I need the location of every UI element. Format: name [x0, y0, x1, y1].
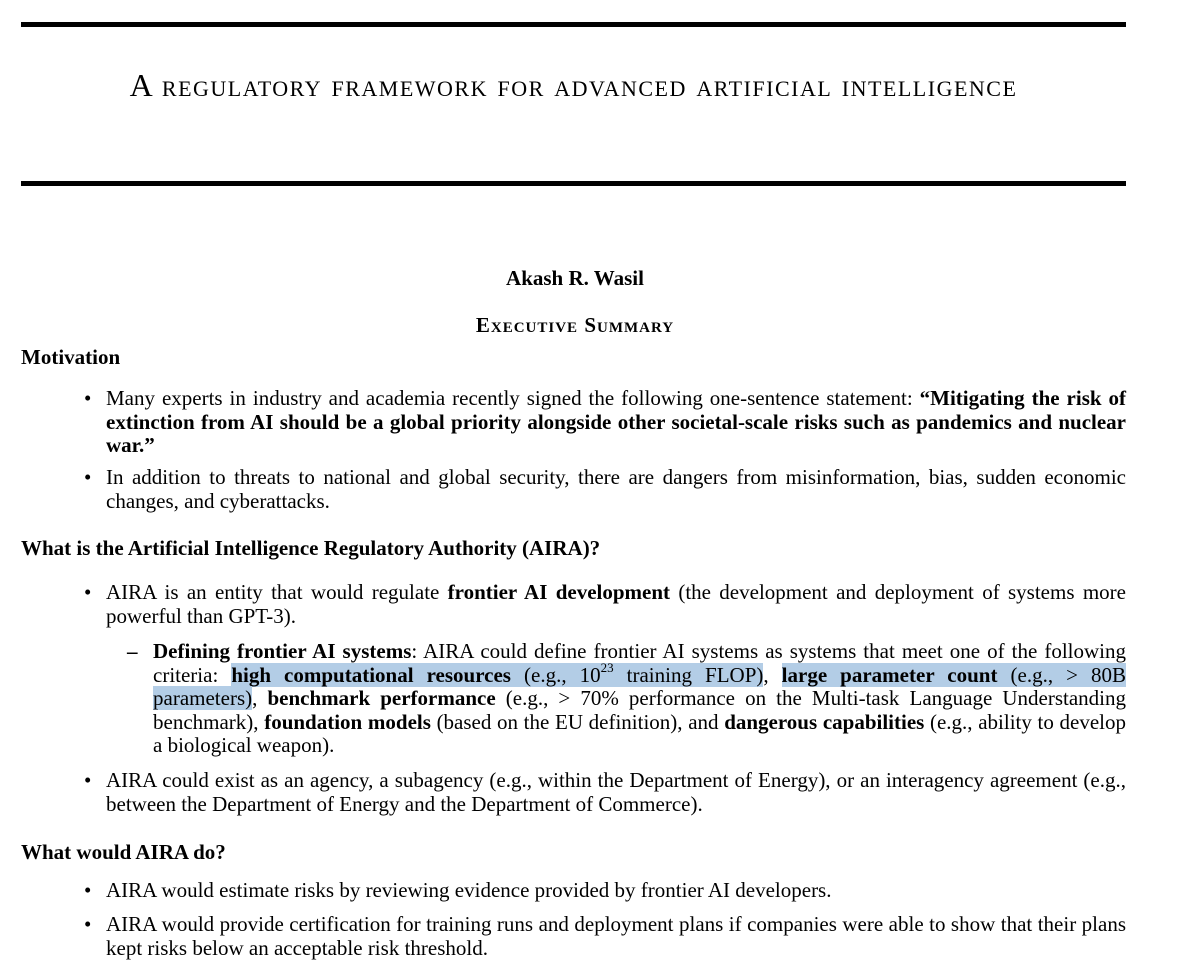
what-do-bullet-1: • AIRA would estimate risks by reviewing evidence provided by frontier AI developers. — [106, 879, 1126, 903]
frontier-ai-development-term: frontier AI development — [447, 580, 671, 604]
foundation-models-term: foundation models — [264, 709, 431, 734]
defining-frontier-text: : AIRA could define frontier AI systems as systems that meet one of the following criteria: — [153, 639, 1126, 687]
bottom-rule — [21, 181, 1126, 186]
compute-criterion-text-b: training FLOP) — [613, 662, 764, 687]
what-do-bullet-2: • AIRA would provide certification for training runs and deployment plans if companies were able to show that their plans kept risks below an acceptable risk threshold. — [106, 913, 1126, 960]
executive-summary-heading: Executive Summary — [475, 313, 675, 337]
dangerous-capabilities-text: (e.g., ability to develop a biological weapon). — [153, 709, 1126, 757]
motivation-bullet-1 — [106, 387, 1126, 458]
what-is-bullet-1-text-b: (the development and deployment of systems more powerful than GPT-3). — [106, 580, 1126, 628]
parameter-criterion-text: (e.g., > 80B parameters) — [153, 662, 1126, 710]
benchmark-criterion-term: benchmark performance — [267, 686, 496, 710]
top-rule — [21, 22, 1126, 27]
highlight-compute-criterion — [231, 659, 764, 687]
dangerous-capabilities-term: dangerous capabilities — [724, 709, 925, 734]
what-is-aira-heading: What is the Artificial Intelligence Regulatory Authority (AIRA)? — [21, 536, 601, 560]
benchmark-criterion-text: (e.g., > 70% performance on the Multi-task Language Understanding benchmark), — [153, 686, 1127, 734]
compute-criterion-term: high computational resources — [231, 662, 511, 687]
compute-criterion-text-a: (e.g., 10 — [510, 662, 601, 687]
separator-2: , — [252, 686, 268, 710]
flop-exponent: 23 — [600, 659, 614, 675]
defining-frontier-subitem — [153, 640, 1126, 758]
defining-frontier-term: Defining frontier AI systems — [153, 639, 412, 663]
author-name: Akash R. Wasil — [506, 266, 644, 290]
parameter-criterion-term: large parameter count — [781, 662, 998, 687]
what-is-bullet-2: • AIRA could exist as an agency, a subagency (e.g., within the Department of Energy), or an interagency agreement (e.g., between the Department of Energy and the Department of Commerce). — [106, 769, 1126, 816]
what-would-aira-do-heading: What would AIRA do? — [21, 840, 226, 864]
motivation-bullet-2: • In addition to threats to national and global security, there are dangers from misinformation, bias, sudden economic changes, and cyberattacks. — [106, 466, 1126, 513]
paper-title: A regulatory framework for advanced artificial intelligence — [129, 67, 1018, 103]
what-is-bullet-1 — [106, 581, 1126, 628]
motivation-bullet-1-lead: Many experts in industry and academia recently signed the following one-sentence statement: — [106, 386, 920, 410]
what-is-bullet-1-text-a: AIRA is an entity that would regulate — [106, 580, 448, 604]
motivation-heading: Motivation — [21, 345, 121, 369]
foundation-models-text: (based on the EU definition), and — [430, 709, 725, 734]
extinction-statement-quote: “Mitigating the risk of extinction from AI should be a global priority alongside other societal-scale risks such as pandemics and nuclear war.” — [106, 386, 1127, 457]
separator-1: , — [763, 662, 782, 687]
